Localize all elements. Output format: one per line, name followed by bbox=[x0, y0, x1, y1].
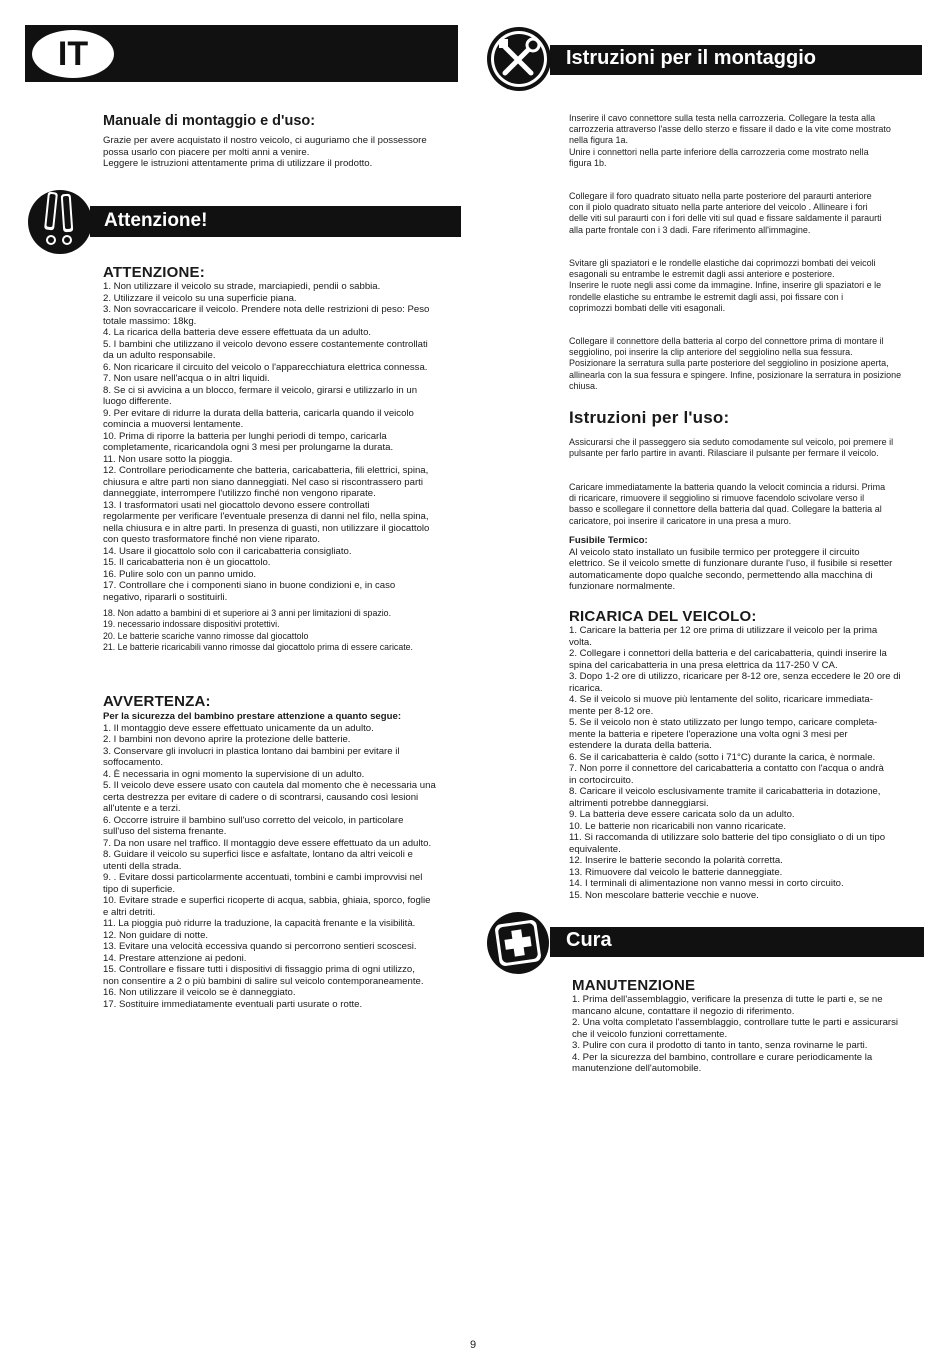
list-item: nella chiusura e in altre parti. In presenza di guasti, non utilizzare il giocattolo bbox=[103, 522, 430, 534]
list-item: 4. È necessaria in ogni momento la supervisione di un adulto. bbox=[103, 768, 365, 780]
list-item: 15. Controllare e fissare tutti i dispositivi di fissaggio prima di ogni utilizzo, bbox=[103, 964, 415, 975]
first-aid-icon bbox=[485, 910, 551, 976]
text-line: Caricare immediatamente la batteria quando la velocit comincia a ridursi. Prima bbox=[569, 482, 886, 492]
attenzione-title: ATTENZIONE: bbox=[103, 264, 205, 281]
list-item: totale massimo: 18kg. bbox=[103, 315, 197, 327]
list-item: all'utente e a terzi. bbox=[103, 803, 181, 814]
list-item: 13. Rimuovere dal veicolo le batterie danneggiate. bbox=[569, 866, 783, 878]
list-item: 5. Il veicolo deve essere usato con cautela dal momento che è necessaria una bbox=[103, 780, 436, 791]
maintenance-title: MANUTENZIONE bbox=[572, 977, 696, 994]
assembly-step-4 bbox=[569, 336, 929, 392]
list-item: 4. Se il veicolo si muove più lentamente del solito, ricaricare immediata- bbox=[569, 694, 873, 705]
list-item: danneggiate, interrompere l'utilizzo finché non vengono riparate. bbox=[103, 488, 376, 499]
list-item: estendere la durata della batteria. bbox=[569, 740, 712, 751]
list-item: comincia a muoversi lentamente. bbox=[103, 419, 244, 430]
manual-title: Manuale di montaggio e d'uso: bbox=[103, 113, 316, 129]
manual-intro bbox=[103, 135, 453, 170]
list-item: 4. Per la sicurezza del bambino, controllare e curare periodicamente la bbox=[572, 1051, 873, 1063]
list-item: 14. Prestare attenzione ai pedoni. bbox=[103, 952, 247, 964]
text-line: Unire i connettori nella parte inferiore della carrozzeria come mostrato nella bbox=[569, 146, 869, 157]
list-item: negativo, ripararli o sostituirli. bbox=[103, 591, 228, 603]
text-line: automaticamente dopo qualche secondo, permettendo alla macchina di bbox=[569, 569, 873, 581]
text-line: con il piolo quadrato situato nella parte anteriore del veicolo . Allineare i fori bbox=[569, 202, 868, 213]
usage-paragraph-1 bbox=[569, 437, 929, 459]
list-item: 2. I bambini non devono aprire la protezione delle batterie. bbox=[103, 734, 351, 745]
list-item: 10. Evitare strade e superfici ricoperte di acqua, sabbia, ghiaia, sporco, foglie bbox=[103, 895, 431, 906]
list-item: volta. bbox=[569, 636, 592, 648]
fuse-section bbox=[569, 535, 929, 593]
list-item: equivalente. bbox=[569, 843, 621, 855]
list-item: 3. Pulire con cura il prodotto di tanto in tanto, senza rovinarne le parti. bbox=[572, 1040, 868, 1051]
usage-paragraph-2 bbox=[569, 482, 929, 527]
list-item: 6. Se il caricabatteria è caldo (sotto i 71°C) durante la carica, è normale. bbox=[569, 751, 876, 763]
list-item: 8. Caricare il veicolo esclusivamente tramite il caricabatteria in dotazione, bbox=[569, 786, 881, 797]
list-item: 12. Inserire le batterie secondo la polarità corretta. bbox=[569, 855, 783, 866]
list-item: 12. Non guidare di notte. bbox=[103, 929, 209, 941]
care-banner-title: Cura bbox=[566, 929, 612, 951]
list-item: 16. Pulire solo con un panno umido. bbox=[103, 568, 257, 580]
list-item: 14. Usare il giocattolo solo con il caricabatteria consigliato. bbox=[103, 545, 352, 557]
list-item: 2. Collegare i connettori della batteria e del caricabatteria, quindi inserire la bbox=[569, 648, 887, 659]
list-item: 1. Il montaggio deve essere effettuato unicamente da un adulto. bbox=[103, 722, 374, 734]
text-line: caricatore, poi inserire il caricatore in una presa a muro. bbox=[569, 515, 792, 526]
text-line: Svitare gli spaziatori e le rondelle elastiche dai coprimozzi bombati dei veicoli bbox=[569, 258, 876, 268]
list-item: 14. I terminali di alimentazione non vanno messi in corto circuito. bbox=[569, 878, 844, 889]
text-line: carrozzeria attraverso l'asse dello sterzo e fissare il dado e la vite come mostrato bbox=[569, 124, 891, 135]
text-line: di ricaricare, rimuovere il seggiolino si rimuove facendolo scivolare verso il bbox=[569, 493, 865, 504]
list-item: mente la batteria e ripetere l'operazione una volta ogni 3 mesi per bbox=[569, 728, 848, 740]
list-item: 2. Una volta completato l'assemblaggio, controllare tutte le parti e assicurarsi bbox=[572, 1017, 899, 1028]
list-item: da un adulto responsabile. bbox=[103, 350, 216, 361]
text-line: possa usarlo con piacere per molti anni a venire. bbox=[103, 146, 310, 158]
list-item: 2. Utilizzare il veicolo su una superficie piana. bbox=[103, 292, 297, 304]
list-item: 17. Controllare che i componenti siano in buone condizioni e, in caso bbox=[103, 580, 396, 591]
assembly-header-title: Istruzioni per il montaggio bbox=[566, 47, 816, 69]
list-item: 18. Non adatto a bambini di et superiore ai 3 anni per limitazioni di spazio. bbox=[103, 608, 392, 618]
list-item: 16. Non utilizzare il veicolo se è danneggiato. bbox=[103, 987, 296, 998]
list-item: 5. Se il veicolo non è stato utilizzato per lungo tempo, caricare completa- bbox=[569, 717, 878, 728]
list-item: altrimenti potrebbe danneggiarsi. bbox=[569, 797, 709, 809]
attention-banner-title: Attenzione! bbox=[104, 210, 208, 231]
text-line: Al veicolo stato installato un fusibile termico per proteggere il circuito bbox=[569, 546, 860, 558]
text-line: allinearla con la sua fessura e spingere. Infine, posizionare la serratura in posizione bbox=[569, 369, 902, 380]
text-line: alla parte frontale con i 3 dadi. Fare riferimento all'immagine. bbox=[569, 224, 811, 235]
text-line: figura 1b. bbox=[569, 157, 607, 168]
text-line: esagonali su entrambe le estremit dagli assi anteriore e posteriore. bbox=[569, 269, 835, 280]
list-item: tipo di superficie. bbox=[103, 883, 175, 895]
fuse-title: Fusibile Termico: bbox=[569, 535, 648, 546]
list-item: 9. La batteria deve essere caricata solo da un adulto. bbox=[569, 809, 795, 820]
list-item: 1. Prima dell'assemblaggio, verificare la presenza di tutte le parti e, se ne bbox=[572, 994, 883, 1005]
list-item: 9. . Evitare dossi particolarmente accentuati, tombini e cambi improvvisi nel bbox=[103, 872, 423, 883]
text-line: chiusa. bbox=[569, 380, 598, 391]
list-item: spina del caricabatteria in una presa elettrica da 117-250 V CA. bbox=[569, 659, 838, 671]
assembly-step-1 bbox=[569, 113, 924, 169]
assembly-step-2 bbox=[569, 191, 924, 236]
list-item: 13. I trasformatori usati nel giocattolo devono essere controllati bbox=[103, 499, 370, 511]
list-item: e altri detriti. bbox=[103, 906, 156, 918]
list-item: 8. Guidare il veicolo su superfici lisce e asfaltate, lontano da altri veicoli e bbox=[103, 849, 413, 860]
text-line: rondelle elastiche su entrambe le estremit dagli assi, poi fissare con i bbox=[569, 291, 844, 302]
attenzione-list-extra bbox=[103, 608, 463, 653]
list-item: ricarica. bbox=[569, 682, 603, 694]
list-item: 11. Si raccomanda di utilizzare solo batterie del tipo consigliato o di un tipo bbox=[569, 832, 886, 843]
avvertenza-title: AVVERTENZA: bbox=[103, 693, 211, 710]
text-line: pulsante per farlo partire in avanti. Rilasciare il pulsante per fermare il veicolo. bbox=[569, 448, 879, 459]
text-line: funzionare normalmente. bbox=[569, 581, 676, 592]
text-line: elettrico. Se il veicolo smette di funzionare durante l'uso, il fusibile si resetter bbox=[569, 558, 893, 569]
list-item: chiusura e altre parti non siano danneggiati. Nel caso si riscontrassero parti bbox=[103, 476, 423, 488]
list-item: 10. Le batterie non ricaricabili non vanno ricaricate. bbox=[569, 820, 787, 832]
list-item: che il veicolo funzioni correttamente. bbox=[572, 1028, 728, 1040]
list-item: manutenzione dell'automobile. bbox=[572, 1063, 702, 1074]
tools-icon bbox=[485, 25, 553, 93]
list-item: 12. Controllare periodicamente che batteria, caricabatteria, fili elettrici, spina, bbox=[103, 465, 429, 476]
list-item: 6. Non ricaricare il circuito del veicolo o l'apparecchiatura elettrica connessa. bbox=[103, 361, 428, 373]
list-item: mente per 8-12 ore. bbox=[569, 705, 654, 717]
list-item: con questo trasformatore finché non viene riparato. bbox=[103, 534, 321, 545]
list-item: 3. Dopo 1-2 ore di utilizzo, ricaricare per 8-12 ore, senza eccedere le 20 ore di bbox=[569, 671, 901, 682]
page-number: 9 bbox=[470, 1339, 477, 1351]
list-item: completamente, ricaricandola ogni 3 mesi per prolungarne la durata. bbox=[103, 442, 394, 453]
list-item: 10. Prima di riporre la batteria per lunghi periodi di tempo, caricarla bbox=[103, 430, 387, 442]
list-item: 3. Non sovraccaricare il veicolo. Prendere nota delle restrizioni di peso: Peso bbox=[103, 304, 430, 315]
list-item: 17. Sostituire immediatamente eventuali parti usurate o rotte. bbox=[103, 998, 363, 1010]
list-item: 11. La pioggia può ridurre la traduzione, la capacità frenante e la visibilità. bbox=[103, 918, 416, 929]
text-line: Collegare il foro quadrato situato nella parte posteriore del paraurti anteriore bbox=[569, 191, 872, 201]
list-item: mancano alcune, contattare il negozio di riferimento. bbox=[572, 1005, 795, 1017]
attenzione-list bbox=[103, 281, 453, 603]
list-item: regolarmente per verificare l'eventuale presenza di danni nel filo, nella spina, bbox=[103, 511, 429, 522]
language-badge-label: IT bbox=[57, 35, 89, 73]
list-item: soffocamento. bbox=[103, 757, 164, 768]
warning-icon bbox=[25, 186, 95, 256]
list-item: in cortocircuito. bbox=[569, 774, 634, 786]
text-line: Assicurarsi che il passeggero sia seduto comodamente sul veicolo, poi premere il bbox=[569, 437, 894, 447]
list-item: 15. Non mescolare batterie vecchie e nuove. bbox=[569, 889, 759, 901]
list-item: luogo differente. bbox=[103, 396, 172, 407]
text-line: delle viti sul paraurti con i fori delle viti sul quad e fissare saldamente il paraurti bbox=[569, 213, 882, 224]
list-item: 6. Occorre istruire il bambino sull'uso corretto del veicolo, in particolare bbox=[103, 814, 404, 826]
list-item: 7. Da non usare nel traffico. Il montaggio deve essere effettuato da un adulto. bbox=[103, 837, 432, 849]
text-line: Inserire il cavo connettore sulla testa nella carrozzeria. Collegare la testa alla bbox=[569, 113, 876, 123]
usage-title: Istruzioni per l'uso: bbox=[569, 408, 730, 427]
text-line: Collegare il connettore della batteria al corpo del connettore prima di montare il bbox=[569, 336, 884, 346]
text-line: Inserire le ruote negli assi come da immagine. Infine, inserire gli spaziatori e le bbox=[569, 280, 882, 291]
text-line: coprimozzi bombati delle viti esagonali. bbox=[569, 302, 726, 313]
text-line: nella figura 1a. bbox=[569, 135, 629, 146]
list-item: 3. Conservare gli involucri in plastica lontano dai bambini per evitare il bbox=[103, 745, 400, 757]
list-item: sull'uso del sistema frenante. bbox=[103, 826, 227, 837]
charging-list bbox=[569, 625, 929, 901]
list-item: certa destrezza per evitare di cadere o di scontrarsi, causando così lesioni bbox=[103, 791, 419, 803]
list-item: 4. La ricarica della batteria deve essere effettuata da un adulto. bbox=[103, 327, 372, 338]
list-item: 9. Per evitare di ridurre la durata della batteria, caricarla quando il veicolo bbox=[103, 407, 414, 419]
list-item: 15. Il caricabatteria non è un giocattolo. bbox=[103, 557, 271, 568]
text-line: basso e scollegare il connettore della batteria dal quad. Collegare la batteria al bbox=[569, 504, 882, 515]
list-item: 11. Non usare sotto la pioggia. bbox=[103, 453, 233, 465]
list-item: utenti della strada. bbox=[103, 860, 182, 872]
text-line: seggiolino, poi inserire la clip anteriore del seggiolino nella sua fessura. bbox=[569, 347, 853, 358]
list-item: 21. Le batterie ricaricabili vanno rimosse dal giocattolo prima di essere caricate. bbox=[103, 641, 413, 652]
list-item: 1. Non utilizzare il veicolo su strade, marciapiedi, pendii o sabbia. bbox=[103, 281, 381, 292]
list-item: 8. Se ci si avvicina a un blocco, fermare il veicolo, girarsi e utilizzarlo in un bbox=[103, 384, 418, 396]
list-item: 1. Caricare la batteria per 12 ore prima di utilizzare il veicolo per la prima bbox=[569, 625, 878, 636]
list-item: 5. I bambini che utilizzano il veicolo devono essere costantemente controllati bbox=[103, 338, 428, 350]
text-line: Posizionare la serratura sulla parte posteriore del seggiolino in posizione aperta, bbox=[569, 358, 889, 369]
list-item: 20. Le batterie scariche vanno rimosse dal giocattolo bbox=[103, 630, 309, 641]
text-line: Leggere le istruzioni attentamente prima di utilizzare il prodotto. bbox=[103, 158, 373, 169]
list-item: 7. Non usare nell'acqua o in altri liquidi. bbox=[103, 373, 270, 384]
list-item: 19. necessario indossare dispositivi protettivi. bbox=[103, 619, 280, 630]
list-item: 7. Non porre il connettore del caricabatteria a contatto con l'acqua o andrà bbox=[569, 763, 884, 774]
assembly-step-3 bbox=[569, 258, 924, 314]
avvertenza-list bbox=[103, 711, 453, 1010]
list-item: non consentire a 2 o più bambini di salire sul veicolo contemporaneamente. bbox=[103, 975, 424, 987]
text-line: Grazie per avere acquistato il nostro veicolo, ci auguriamo che il possessore bbox=[103, 135, 427, 146]
list-item: 13. Evitare una velocità eccessiva quando si percorrono sentieri scoscesi. bbox=[103, 941, 417, 952]
maintenance-list bbox=[572, 994, 932, 1075]
avvertenza-subtitle: Per la sicurezza del bambino prestare attenzione a quanto segue: bbox=[103, 711, 402, 722]
charging-title: RICARICA DEL VEICOLO: bbox=[569, 608, 757, 625]
